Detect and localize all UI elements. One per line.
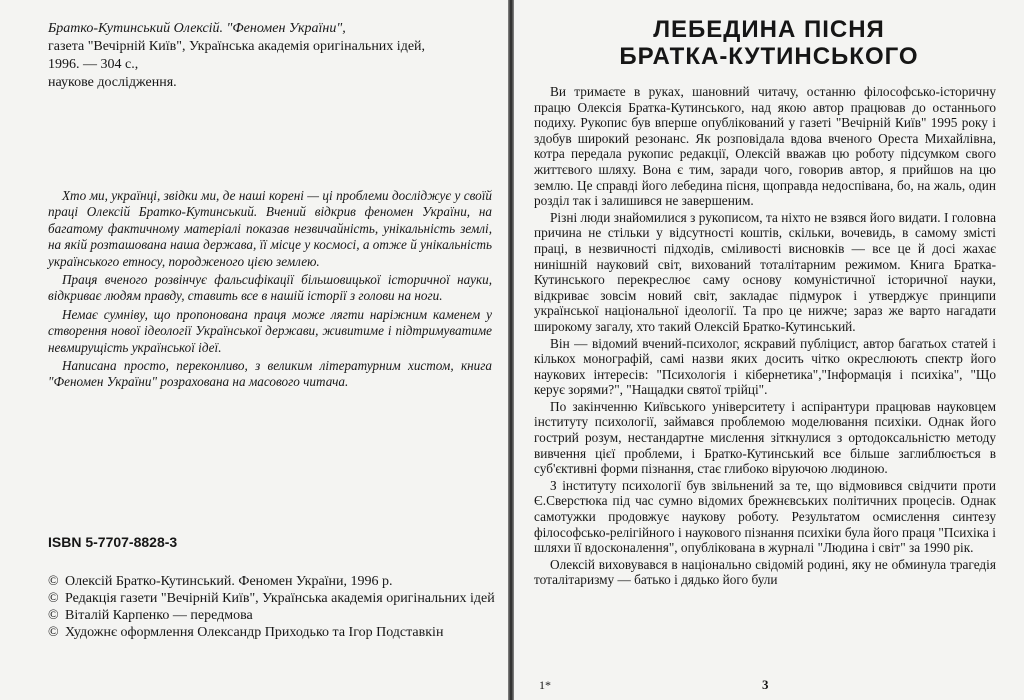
- annotation-paragraph: Написана просто, переконливо, з великим літературним хистом, книга "Феномен України" розрахована на масового читача.: [48, 358, 492, 390]
- article-paragraph: Олексій виховувався в національно свідомій родині, яку не обминула трагедія тоталітаризму — батько і дядько його були: [534, 556, 996, 588]
- copyright-item: [48, 607, 498, 624]
- title-line: ЛЕБЕДИНА ПІСНЯ: [653, 16, 885, 43]
- publisher-line: газета "Вечірній Київ", Українська академія оригінальних ідей,: [48, 39, 426, 54]
- copyright-text: Редакція газети "Вечірній Київ", Українська академія оригінальних ідей: [65, 591, 495, 606]
- page-number: 3: [762, 677, 769, 692]
- bibliographic-record: [48, 20, 488, 92]
- right-page: [514, 0, 1024, 700]
- copyright-icon: ©: [48, 574, 59, 589]
- article-paragraph: Ви тримаєте в руках, шановний читачу, останню філософсько-історичну працю Олексія Братка-Кутинського, над якою автор працював до останнього подиху. Рукопис був вперше опублікований у газеті "Вечірній Київ" 1995 року і здобув широкий резонанс. Як розповідала вдова вченого Ореста Михайлівна, котра передала рукопис редакції, Олексій вважав цю роботу підсумком свого життєвого шляху. Вона є тим, заради чого, говорив автор, я прийшов на цю землю. Це справді його лебедина пісня, щоправда недоспівана, бо, на жаль, один розділ так і залишився не завершеним.: [534, 84, 996, 209]
- article-paragraph: Він — відомий вчений-психолог, яскравий публіцист, автор багатьох статей і кількох монографій, самі назви яких досить чітко окреслюють спектр його наукових інтересів: "Психологія і кібернетика","Інформація і психіка", "Що керує зорями?", "Нащадки святої трійці".: [534, 335, 996, 398]
- copyright-item: [48, 590, 498, 607]
- copyright-icon: ©: [48, 591, 59, 606]
- copyright-item: [48, 624, 498, 641]
- genre-line: наукове дослідження.: [48, 75, 177, 90]
- article-title: [514, 16, 1024, 70]
- annotation-paragraph: Праця вченого розвінчує фальсифікації більшовицької історичної науки, відкриває людям правду, ставить все в нашій історії з голови на ноги.: [48, 272, 492, 304]
- author-and-title: Братко-Кутинський Олексій. "Феномен України",: [48, 21, 346, 36]
- copyright-icon: ©: [48, 625, 59, 640]
- copyright-item: [48, 573, 498, 590]
- article-paragraph: По закінченню Київського університету і аспірантури працював науковцем інституту психології, займався проблемою моделювання психіки. Однак його гострий розум, нестандартне мислення зіткнулися з ортодоксальністю методу вивчення цієї проблеми, і Братко-Кутинський все більше заглиблюється в суб'єктивні форми пізнання, стає глибоко віруючою людиною.: [534, 398, 996, 477]
- copyright-text: Художнє оформлення Олександр Приходько та Ігор Подставкін: [65, 625, 444, 640]
- copyright-list: [48, 573, 498, 641]
- left-page: [0, 0, 508, 700]
- annotation-paragraph: Немає сумніву, що пропонована праця може лягти наріжним каменем у створення нової ідеології Української держави, живитиме і підтримуватиме невмирущість української ідеї.: [48, 306, 492, 355]
- article-body: [534, 84, 996, 588]
- title-line: БРАТКА-КУТИНСЬКОГО: [619, 43, 919, 70]
- isbn: ISBN 5-7707-8828-3: [48, 534, 178, 550]
- annotation: [48, 188, 492, 391]
- copyright-text: Олексій Братко-Кутинський. Феномен України, 1996 р.: [65, 574, 393, 589]
- year-pages-line: 1996. — 304 с.,: [48, 57, 139, 72]
- copyright-text: Віталій Карпенко — передмова: [65, 608, 253, 623]
- copyright-icon: ©: [48, 608, 59, 623]
- article-paragraph: З інституту психології був звільнений за те, що відмовився свідчити проти Є.Сверстюка під час сумно відомих брежнєвських політичних процесів. Однак самотужки продовжує наукову роботу. Результатом осмислення синтезу філософсько-релігійного і наукового пізнання психіки була його праця "Психіка і шляхи її вдосконалення", опублікована в журналі "Людина і світ" за 1990 рік.: [534, 477, 996, 556]
- signature-mark: 1*: [539, 678, 551, 692]
- article-paragraph: Різні люди знайомилися з рукописом, та ніхто не взявся його видати. І головна причина не стільки у відсутності коштів, скільки, вочевидь, в самому змісті праці, в незвичності підходів, сміливості висновків — все це й досі жахає нинішній науковий світ, вихований тоталітарним режимом. Книга Братка-Кутинського перекреслює саму основу комуністичної історичної науки, відкриває зовсім новий світ, закладає підмурок і утверджує принципи української національної ідеології. Та про це нижче; зараз же варто нагадати широкому загалу, хто такий Олексій Братко-Кутинський.: [534, 209, 996, 334]
- annotation-paragraph: Хто ми, українці, звідки ми, де наші корені — ці проблеми досліджує у своїй праці Олексій Братко-Кутинський. Вчений відкрив феномен України, на багатому фактичному матеріалі показав незвичайність, унікальність землі, на якій розташована наша держава, її місце у космосі, а отже й унікальність українського етносу, породженого цією землею.: [48, 188, 492, 269]
